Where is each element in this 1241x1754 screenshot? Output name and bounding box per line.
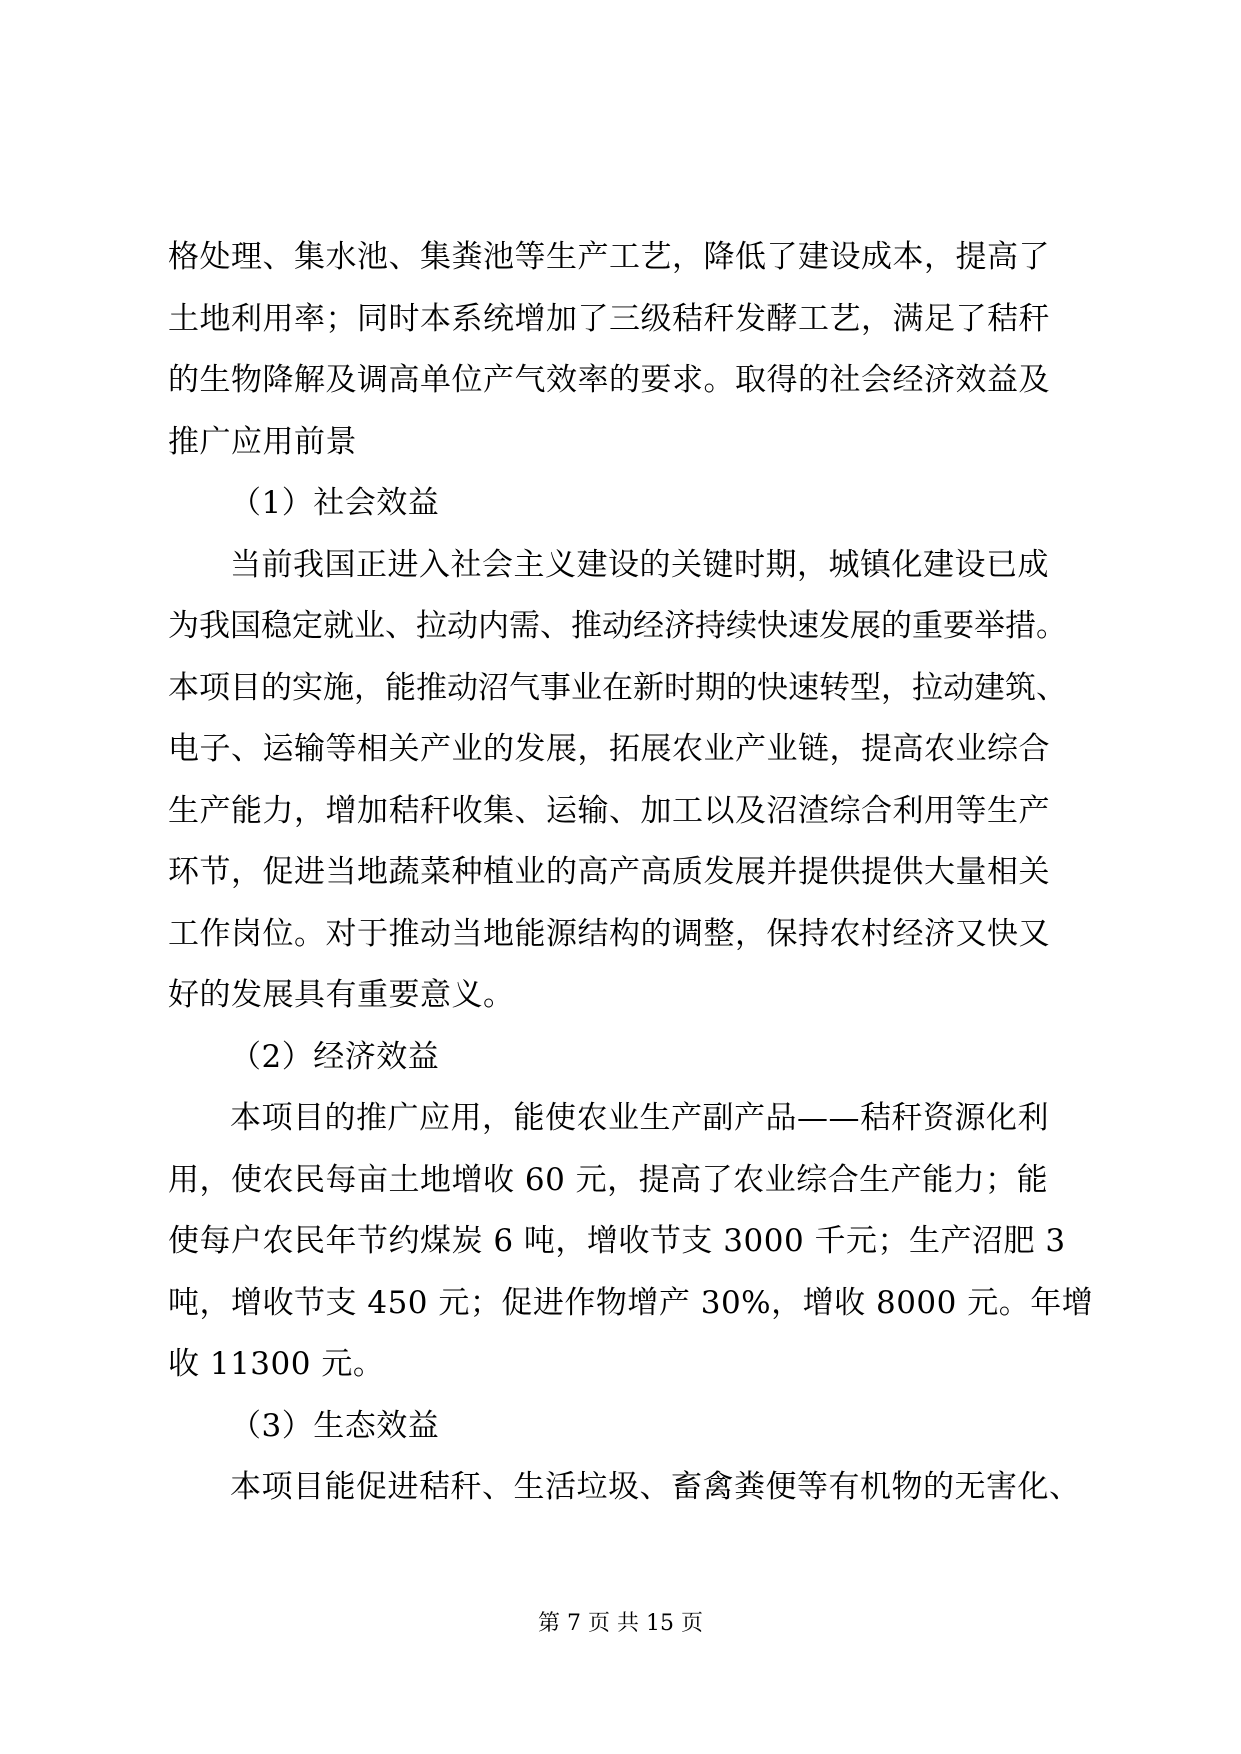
- text-line: 工作岗位。对于推动当地能源结构的调整，保持农村经济又快又: [168, 915, 1050, 952]
- text-line: 电子、运输等相关产业的发展，拓展农业产业链，提高农业综合: [168, 731, 1050, 767]
- text-line: 本项目的实施，能推动沼气事业在新时期的快速转型，拉动建筑、: [168, 669, 1067, 706]
- text-line: 本项目的推广应用，能使农业生产副产品——秸秆资源化利: [230, 1100, 1049, 1136]
- text-line: 用，使农民每亩土地增收 60 元，提高了农业综合生产能力；能: [168, 1161, 1049, 1198]
- text-line: 环节，促进当地蔬菜种植业的高产高质发展并提供提供大量相关: [168, 854, 1050, 890]
- text-line: 生产能力，增加秸秆收集、运输、加工以及沼渣综合利用等生产: [168, 792, 1050, 829]
- text-line: 格处理、集水池、集粪池等生产工艺，降低了建设成本，提高了: [168, 239, 1050, 275]
- page-number-footer: 第 7 页 共 15 页: [538, 1611, 703, 1636]
- text-line: 收 11300 元。: [168, 1346, 385, 1382]
- section-heading-ecological: （3）生态效益: [230, 1407, 440, 1444]
- text-line: 好的发展具有重要意义。: [168, 977, 515, 1013]
- document-body: [168, 227, 1094, 1519]
- text-line: 推广应用前景: [168, 423, 357, 460]
- text-line: 为我国稳定就业、拉动内需、推动经济持续快速发展的重要举措。: [168, 608, 1067, 644]
- text-line: 使每户农民年节约煤炭 6 吨，增收节支 3000 千元；生产沼肥 3: [168, 1223, 1066, 1259]
- text-line: 土地利用率；同时本系统增加了三级秸秆发酵工艺，满足了秸秆: [168, 300, 1050, 337]
- text-line: 的生物降解及调高单位产气效率的要求。取得的社会经济效益及: [168, 362, 1050, 398]
- text-line: 吨，增收节支 450 元；促进作物增产 30%，增收 8000 元。年增: [168, 1284, 1094, 1321]
- section-heading-economic: （2）经济效益: [230, 1038, 440, 1075]
- text-line: 本项目能促进秸秆、生活垃圾、畜禽粪便等有机物的无害化、: [230, 1469, 1081, 1505]
- section-heading-social: （1）社会效益: [230, 485, 440, 521]
- text-line: 当前我国正进入社会主义建设的关键时期，城镇化建设已成: [230, 546, 1049, 583]
